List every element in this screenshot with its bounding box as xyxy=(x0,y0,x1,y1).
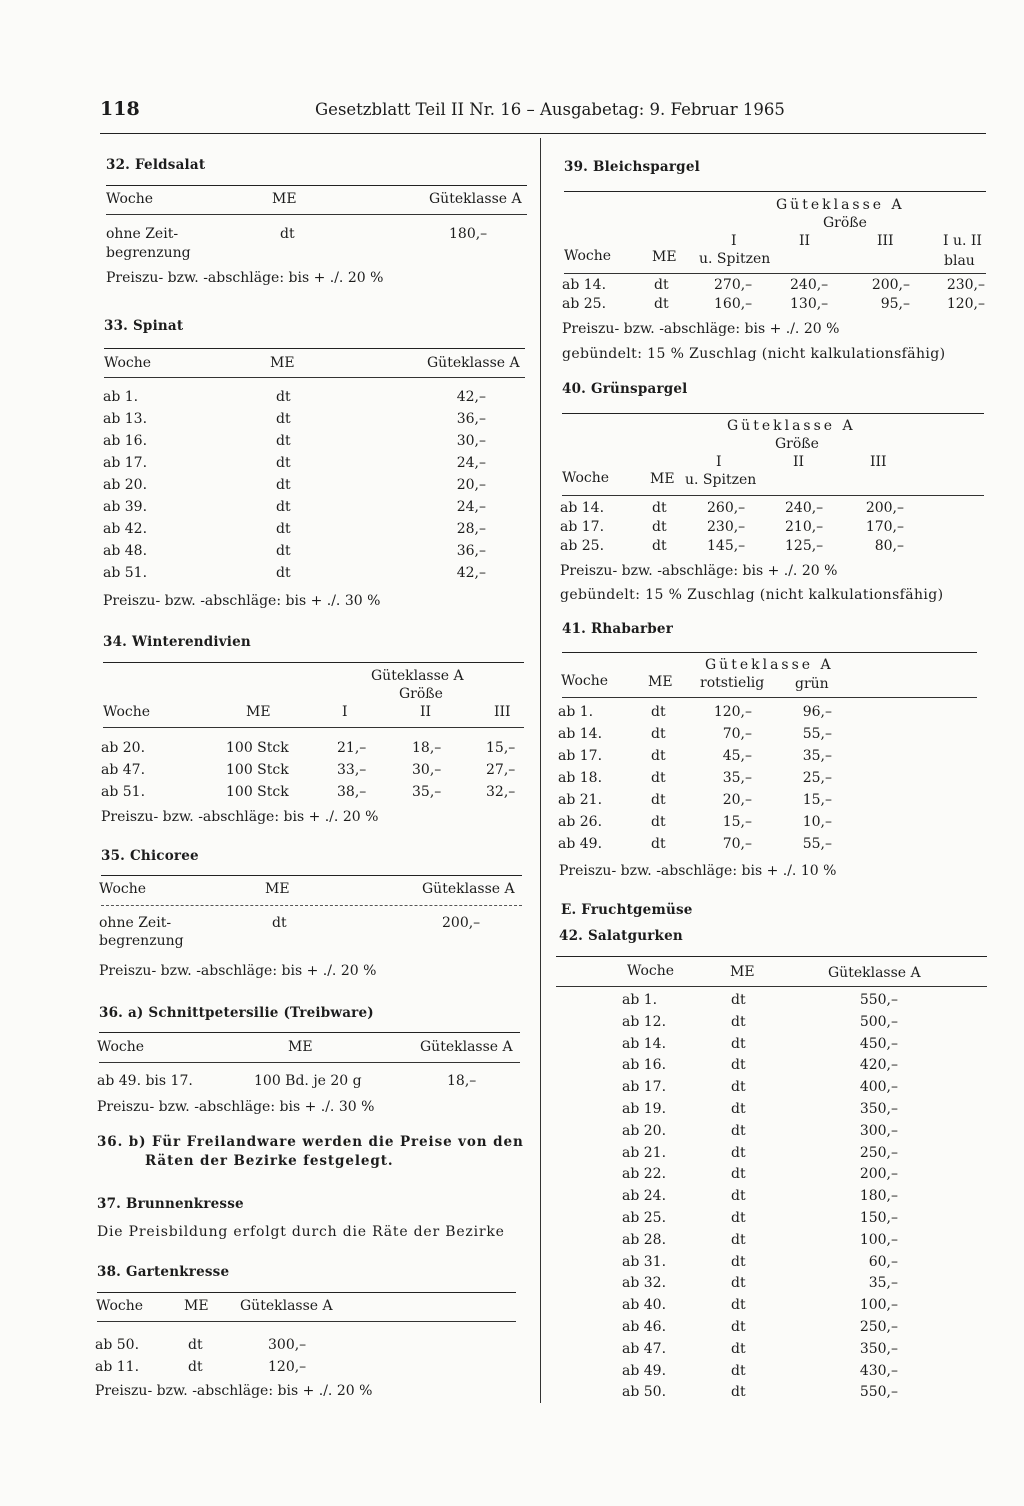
surcharge-note: Preiszu- bzw. -abschläge: bis + ./. 30 % xyxy=(97,1099,375,1115)
cell-price: 60,– xyxy=(868,1253,898,1270)
cell-week: ab 26. xyxy=(558,814,603,830)
cell-price-gruen: 55,– xyxy=(802,836,832,852)
section-title-winterendivien: 34. Winterendivien xyxy=(103,634,251,650)
table-rule xyxy=(99,1062,520,1063)
col-header-gueteklasse: Güteklasse A xyxy=(828,965,921,981)
row-label: ohne Zeit- xyxy=(106,226,179,242)
cell-price: 250,– xyxy=(859,1318,898,1335)
cell-price: 400,– xyxy=(859,1079,898,1096)
cell-me: dt xyxy=(731,1100,746,1117)
cell-price-gruen: 55,– xyxy=(802,726,832,742)
cell-week: ab 21. xyxy=(558,792,603,808)
col-header-blau: blau xyxy=(944,253,975,269)
cell-price-i: 145,– xyxy=(707,538,746,554)
cell-price: 200,– xyxy=(442,915,481,931)
cell-me: dt xyxy=(731,1253,746,1270)
col-header-i: I xyxy=(342,704,348,720)
surcharge-note: Preiszu- bzw. -abschläge: bis + ./. 20 % xyxy=(560,563,838,579)
cell-price: 250,– xyxy=(859,1144,898,1161)
cell-price: 350,– xyxy=(859,1100,898,1117)
cell-week: ab 49. xyxy=(558,836,603,852)
surcharge-note: Preiszu- bzw. -abschläge: bis + ./. 20 % xyxy=(106,270,384,286)
cell-price-ii: 240,– xyxy=(790,277,829,293)
cell-price-rotstielig: 20,– xyxy=(722,792,752,808)
column-gruen xyxy=(780,701,832,855)
cell-week: ab 16. xyxy=(103,433,148,449)
cell-price: 120,– xyxy=(268,1359,307,1375)
cell-me: dt xyxy=(188,1337,203,1353)
cell-week: ab 20. xyxy=(101,740,146,756)
cell-week: ab 49. bis 17. xyxy=(97,1073,193,1089)
cell-week: ab 14. xyxy=(560,500,605,516)
cell-me: dt xyxy=(651,814,666,830)
cell-me: dt xyxy=(651,748,666,764)
cell-price-rotstielig: 70,– xyxy=(722,726,752,742)
table-rule xyxy=(562,697,977,698)
col-header-woche: Woche xyxy=(561,673,609,689)
col-header-gueteklasse: Güteklasse A xyxy=(420,1039,513,1055)
column-woche xyxy=(562,276,606,314)
cell-week: ab 32. xyxy=(622,1275,667,1292)
column-ii xyxy=(412,737,441,803)
cell-price: 100,– xyxy=(859,1231,898,1248)
section-title-chicoree: 35. Chicoree xyxy=(101,848,199,864)
cell-week: ab 16. xyxy=(622,1057,667,1074)
cell-price: 430,– xyxy=(859,1362,898,1379)
surcharge-note: Preiszu- bzw. -abschläge: bis + ./. 20 % xyxy=(562,321,840,337)
col-header-woche: Woche xyxy=(99,881,147,897)
cell-price-ii: 125,– xyxy=(785,538,824,554)
cell-me: 100 Stck xyxy=(226,740,289,756)
cell-me: dt xyxy=(654,296,669,312)
cell-me: dt xyxy=(651,704,666,720)
cell-week: ab 42. xyxy=(103,521,148,537)
column-ii xyxy=(790,276,828,314)
cell-me: dt xyxy=(731,1122,746,1139)
cell-price-ii: 35,– xyxy=(412,784,442,800)
cell-me: dt xyxy=(651,792,666,808)
table-rule xyxy=(97,1321,516,1322)
table-rule xyxy=(97,1292,516,1293)
cell-me: 100 Stck xyxy=(226,784,289,800)
cell-me: 100 Bd. je 20 g xyxy=(254,1073,362,1089)
cell-price: 180,– xyxy=(449,226,488,242)
column-price xyxy=(430,386,486,584)
cell-price-iii: 27,– xyxy=(486,762,516,778)
row-label: ohne Zeit- xyxy=(99,915,172,931)
col-header-gruen: grün xyxy=(795,676,829,692)
cell-me: dt xyxy=(731,992,746,1008)
column-me xyxy=(652,499,667,556)
header-rule xyxy=(100,133,986,134)
column-i-u-ii xyxy=(933,276,985,314)
bundle-note: gebündelt: 15 % Zuschlag (nicht kalkulationsfähig) xyxy=(560,587,944,603)
cell-week: ab 1. xyxy=(103,389,139,405)
table-rule xyxy=(104,377,525,378)
cell-price-iii: 200,– xyxy=(865,500,904,516)
column-woche xyxy=(622,990,666,1404)
cell-price-gruen: 25,– xyxy=(802,770,832,786)
col-header-rotstielig: rotstielig xyxy=(700,675,765,691)
col-header-ii: II xyxy=(799,233,811,249)
table-rule xyxy=(564,191,986,192)
cell-week: ab 31. xyxy=(622,1253,667,1270)
col-header-me: ME xyxy=(288,1039,313,1055)
column-i xyxy=(714,276,752,314)
cell-week: ab 20. xyxy=(622,1122,667,1139)
cell-me: dt xyxy=(731,1166,746,1183)
col-header-gueteklasse: Güteklasse A xyxy=(422,881,515,897)
table-rule xyxy=(103,727,524,728)
surcharge-note: Preiszu- bzw. -abschläge: bis + ./. 20 % xyxy=(99,963,377,979)
cell-week: ab 25. xyxy=(562,296,607,312)
cell-price-iii: 170,– xyxy=(865,519,904,535)
column-i xyxy=(707,499,745,556)
cell-week: ab 47. xyxy=(101,762,146,778)
col-header-me: ME xyxy=(652,249,677,265)
column-iii xyxy=(486,737,515,803)
cell-price: 200,– xyxy=(859,1166,898,1183)
cell-me: dt xyxy=(652,519,667,535)
column-price xyxy=(840,990,898,1404)
cell-price-ii: 18,– xyxy=(412,740,442,756)
cell-price-ii: 210,– xyxy=(785,519,824,535)
col-header-woche: Woche xyxy=(564,248,612,264)
cell-me: dt xyxy=(276,565,291,581)
table-rule xyxy=(106,185,527,186)
table-rule xyxy=(564,273,986,274)
col-header-woche: Woche xyxy=(562,470,610,486)
col-header-me: ME xyxy=(650,471,675,487)
col-header-me: ME xyxy=(184,1298,209,1314)
cell-price: 350,– xyxy=(859,1340,898,1357)
cell-week: ab 14. xyxy=(622,1035,667,1052)
cell-week: ab 24. xyxy=(622,1188,667,1205)
surcharge-note: Preiszu- bzw. -abschläge: bis + ./. 30 % xyxy=(103,593,381,609)
cell-price-gruen: 96,– xyxy=(802,704,832,720)
cell-me: dt xyxy=(652,500,667,516)
section-title-spinat: 33. Spinat xyxy=(104,318,184,334)
row-label: begrenzung xyxy=(106,245,191,261)
cell-week: ab 47. xyxy=(622,1340,667,1357)
column-me xyxy=(651,701,666,855)
col-header-woche: Woche xyxy=(106,191,154,207)
cell-price-gruen: 15,– xyxy=(802,792,832,808)
cell-price: 150,– xyxy=(859,1209,898,1226)
cell-price-rotstielig: 15,– xyxy=(722,814,752,830)
cell-me: dt xyxy=(731,1297,746,1314)
cell-me: dt xyxy=(731,1275,746,1292)
cell-me: dt xyxy=(651,726,666,742)
column-woche xyxy=(103,386,147,584)
cell-price-iii: 80,– xyxy=(874,538,904,554)
cell-price: 180,– xyxy=(859,1188,898,1205)
col-header-woche: Woche xyxy=(104,355,152,371)
cell-week: ab 21. xyxy=(622,1144,667,1161)
page-number: 118 xyxy=(100,98,140,120)
cell-week: ab 49. xyxy=(622,1362,667,1379)
col-header-groesse: Größe xyxy=(775,436,819,452)
cell-price-ii: 30,– xyxy=(412,762,442,778)
cell-week: ab 17. xyxy=(622,1079,667,1096)
col-header-gueteklasse: Güteklasse A xyxy=(240,1298,333,1314)
column-price xyxy=(268,1334,306,1378)
table-rule xyxy=(104,348,525,349)
section-title-gartenkresse: 38. Gartenkresse xyxy=(97,1264,230,1280)
cell-week: ab 19. xyxy=(622,1100,667,1117)
surcharge-note: Preiszu- bzw. -abschläge: bis + ./. 20 % xyxy=(95,1383,373,1399)
cell-me: dt xyxy=(731,1188,746,1205)
cell-me: dt xyxy=(652,538,667,554)
cell-me: dt xyxy=(276,521,291,537)
cell-price-rotstielig: 70,– xyxy=(722,836,752,852)
cell-price-i: 260,– xyxy=(707,500,746,516)
cell-price: 24,– xyxy=(456,499,486,515)
cell-week: ab 20. xyxy=(103,477,148,493)
table-rule xyxy=(99,1032,520,1033)
cell-me: dt xyxy=(731,1144,746,1161)
cell-price-iii: 95,– xyxy=(880,296,910,312)
cell-price: 550,– xyxy=(859,1384,898,1401)
cell-me: dt xyxy=(731,1057,746,1074)
cell-me: dt xyxy=(651,770,666,786)
cell-price: 550,– xyxy=(859,992,898,1008)
section-title-feldsalat: 32. Feldsalat xyxy=(106,157,206,173)
table-rule xyxy=(562,652,977,653)
cell-me: dt xyxy=(731,1231,746,1248)
col-header-gueteklasse: Güteklasse A xyxy=(371,668,464,684)
cell-week: ab 50. xyxy=(95,1337,140,1353)
cell-price: 300,– xyxy=(859,1122,898,1139)
cell-me: dt xyxy=(731,1384,746,1401)
section-title-salatgurken: 42. Salatgurken xyxy=(559,928,683,944)
col-header-me: ME xyxy=(246,704,271,720)
cell-week: ab 17. xyxy=(103,455,148,471)
cell-price: 18,– xyxy=(447,1073,477,1089)
row-label: begrenzung xyxy=(99,933,184,949)
col-header-iii: III xyxy=(877,233,894,249)
cell-week: ab 46. xyxy=(622,1318,667,1335)
col-header-iii: III xyxy=(494,704,511,720)
col-header-spitzen: u. Spitzen xyxy=(699,251,771,267)
cell-week: ab 51. xyxy=(101,784,146,800)
column-i xyxy=(337,737,366,803)
col-header-gueteklasse: Güteklasse A xyxy=(727,418,856,434)
column-woche xyxy=(101,737,145,803)
cell-me: dt xyxy=(276,543,291,559)
cell-me: dt xyxy=(272,915,287,931)
bundle-note: gebündelt: 15 % Zuschlag (nicht kalkulationsfähig) xyxy=(562,346,946,362)
column-me xyxy=(276,386,291,584)
cell-me: dt xyxy=(276,499,291,515)
cell-week: ab 11. xyxy=(95,1359,140,1375)
cell-me: dt xyxy=(731,1318,746,1335)
cell-me: dt xyxy=(276,477,291,493)
col-header-spitzen: u. Spitzen xyxy=(685,472,757,488)
cell-price: 420,– xyxy=(859,1057,898,1074)
cell-price-i: 160,– xyxy=(714,296,753,312)
col-header-me: ME xyxy=(265,881,290,897)
cell-week: ab 17. xyxy=(560,519,605,535)
column-woche xyxy=(560,499,604,556)
col-header-me: ME xyxy=(272,191,297,207)
cell-week: ab 39. xyxy=(103,499,148,515)
cell-price-ii: 240,– xyxy=(785,500,824,516)
table-rule xyxy=(556,956,987,957)
col-header-me: ME xyxy=(270,355,295,371)
column-woche xyxy=(558,701,602,855)
surcharge-note: Preiszu- bzw. -abschläge: bis + ./. 20 % xyxy=(101,809,379,825)
cell-week: ab 17. xyxy=(558,748,603,764)
cell-me: dt xyxy=(276,455,291,471)
cell-price-i: 38,– xyxy=(337,784,367,800)
cell-price-iii: 32,– xyxy=(486,784,516,800)
cell-me: dt xyxy=(731,1362,746,1379)
cell-price-gruen: 35,– xyxy=(802,748,832,764)
cell-week: ab 14. xyxy=(558,726,603,742)
table-rule xyxy=(562,413,984,414)
col-header-gueteklasse: Güteklasse A xyxy=(429,191,522,207)
freilandware-line-2: Räten der Bezirke festgelegt. xyxy=(145,1153,394,1169)
col-header-ii: II xyxy=(420,704,432,720)
column-me xyxy=(226,737,289,803)
cell-week: ab 18. xyxy=(558,770,603,786)
cell-me: dt xyxy=(276,411,291,427)
cell-price-rotstielig: 35,– xyxy=(722,770,752,786)
cell-week: ab 40. xyxy=(622,1297,667,1314)
cell-me: dt xyxy=(654,277,669,293)
cell-price: 30,– xyxy=(456,433,486,449)
section-title-brunnenkresse: 37. Brunnenkresse xyxy=(97,1196,244,1212)
table-rule xyxy=(562,495,984,496)
col-header-groesse: Größe xyxy=(399,686,443,702)
surcharge-note: Preiszu- bzw. -abschläge: bis + ./. 10 % xyxy=(559,863,837,879)
cell-price: 450,– xyxy=(859,1035,898,1052)
col-header-gueteklasse: Güteklasse A xyxy=(427,355,520,371)
table-rule xyxy=(556,986,987,987)
cell-me: dt xyxy=(731,1209,746,1226)
col-header-woche: Woche xyxy=(97,1039,145,1055)
cell-week: ab 48. xyxy=(103,543,148,559)
cell-me: dt xyxy=(731,1035,746,1052)
section-title-schnittpetersilie: 36. a) Schnittpetersilie (Treibware) xyxy=(99,1005,374,1021)
section-title-fruchtgemuese: E. Fruchtgemüse xyxy=(561,902,693,918)
col-header-woche: Woche xyxy=(627,963,675,979)
col-header-gueteklasse: Güteklasse A xyxy=(705,657,834,673)
cell-price-i-u-ii: 120,– xyxy=(946,296,985,312)
section-title-rhabarber: 41. Rhabarber xyxy=(562,621,674,637)
cell-price: 42,– xyxy=(456,565,486,581)
col-header-woche: Woche xyxy=(96,1298,144,1314)
col-header-woche: Woche xyxy=(103,704,151,720)
col-header-iii: III xyxy=(870,454,887,470)
cell-week: ab 1. xyxy=(622,992,658,1008)
cell-week: ab 50. xyxy=(622,1384,667,1401)
cell-me: dt xyxy=(276,389,291,405)
col-header-i-u-ii: I u. II xyxy=(943,233,982,249)
column-me xyxy=(188,1334,203,1378)
cell-price: 35,– xyxy=(868,1275,898,1292)
cell-price-rotstielig: 120,– xyxy=(713,704,752,720)
cell-week: ab 12. xyxy=(622,1013,667,1030)
cell-price-i: 21,– xyxy=(337,740,367,756)
table-rule xyxy=(101,905,522,906)
column-iii xyxy=(858,276,910,314)
page-header-title: Gesetzblatt Teil II Nr. 16 – Ausgabetag: 9. Februar 1965 xyxy=(315,100,785,119)
cell-price: 42,– xyxy=(456,389,486,405)
table-rule xyxy=(103,662,524,663)
cell-week: ab 25. xyxy=(560,538,605,554)
column-woche xyxy=(95,1334,139,1378)
cell-me: dt xyxy=(276,433,291,449)
cell-me: dt xyxy=(651,836,666,852)
cell-price-iii: 15,– xyxy=(486,740,516,756)
cell-me: dt xyxy=(188,1359,203,1375)
column-iii xyxy=(852,499,904,556)
cell-price: 36,– xyxy=(456,543,486,559)
cell-week: ab 25. xyxy=(622,1209,667,1226)
cell-price: 24,– xyxy=(456,455,486,471)
col-header-i: I xyxy=(731,233,737,249)
col-header-me: ME xyxy=(648,674,673,690)
table-rule xyxy=(101,875,522,876)
cell-price-i-u-ii: 230,– xyxy=(946,277,985,293)
cell-price-gruen: 10,– xyxy=(802,814,832,830)
col-header-me: ME xyxy=(730,964,755,980)
column-divider xyxy=(540,138,541,1403)
cell-price: 100,– xyxy=(859,1297,898,1314)
col-header-ii: II xyxy=(793,454,805,470)
cell-week: ab 1. xyxy=(558,704,594,720)
cell-me: dt xyxy=(731,1340,746,1357)
cell-price-ii: 130,– xyxy=(790,296,829,312)
cell-price: 36,– xyxy=(456,411,486,427)
cell-me: dt xyxy=(280,226,295,242)
col-header-gueteklasse: Güteklasse A xyxy=(776,197,905,213)
cell-price-iii: 200,– xyxy=(871,277,910,293)
freilandware-line-1: 36. b) Für Freilandware werden die Preise von den xyxy=(97,1134,524,1150)
brunnenkresse-text: Die Preisbildung erfolgt durch die Räte der Bezirke xyxy=(97,1224,505,1240)
col-header-groesse: Größe xyxy=(823,215,867,231)
cell-price: 28,– xyxy=(456,521,486,537)
cell-price-i: 33,– xyxy=(337,762,367,778)
cell-week: ab 28. xyxy=(622,1231,667,1248)
cell-price: 500,– xyxy=(859,1013,898,1030)
cell-week: ab 22. xyxy=(622,1166,667,1183)
cell-price-i: 230,– xyxy=(707,519,746,535)
column-me xyxy=(731,990,746,1404)
column-rotstielig xyxy=(694,701,752,855)
cell-me: 100 Stck xyxy=(226,762,289,778)
cell-price-rotstielig: 45,– xyxy=(722,748,752,764)
cell-week: ab 14. xyxy=(562,277,607,293)
cell-me: dt xyxy=(731,1013,746,1030)
column-ii xyxy=(785,499,823,556)
cell-week: ab 51. xyxy=(103,565,148,581)
column-me xyxy=(654,276,669,314)
section-title-bleichspargel: 39. Bleichspargel xyxy=(564,159,700,175)
table-rule xyxy=(106,214,527,215)
section-title-gruenspargel: 40. Grünspargel xyxy=(562,381,688,397)
cell-price-i: 270,– xyxy=(714,277,753,293)
cell-week: ab 13. xyxy=(103,411,148,427)
cell-price: 20,– xyxy=(456,477,486,493)
col-header-i: I xyxy=(716,454,722,470)
cell-me: dt xyxy=(731,1079,746,1096)
cell-price: 300,– xyxy=(268,1337,307,1353)
